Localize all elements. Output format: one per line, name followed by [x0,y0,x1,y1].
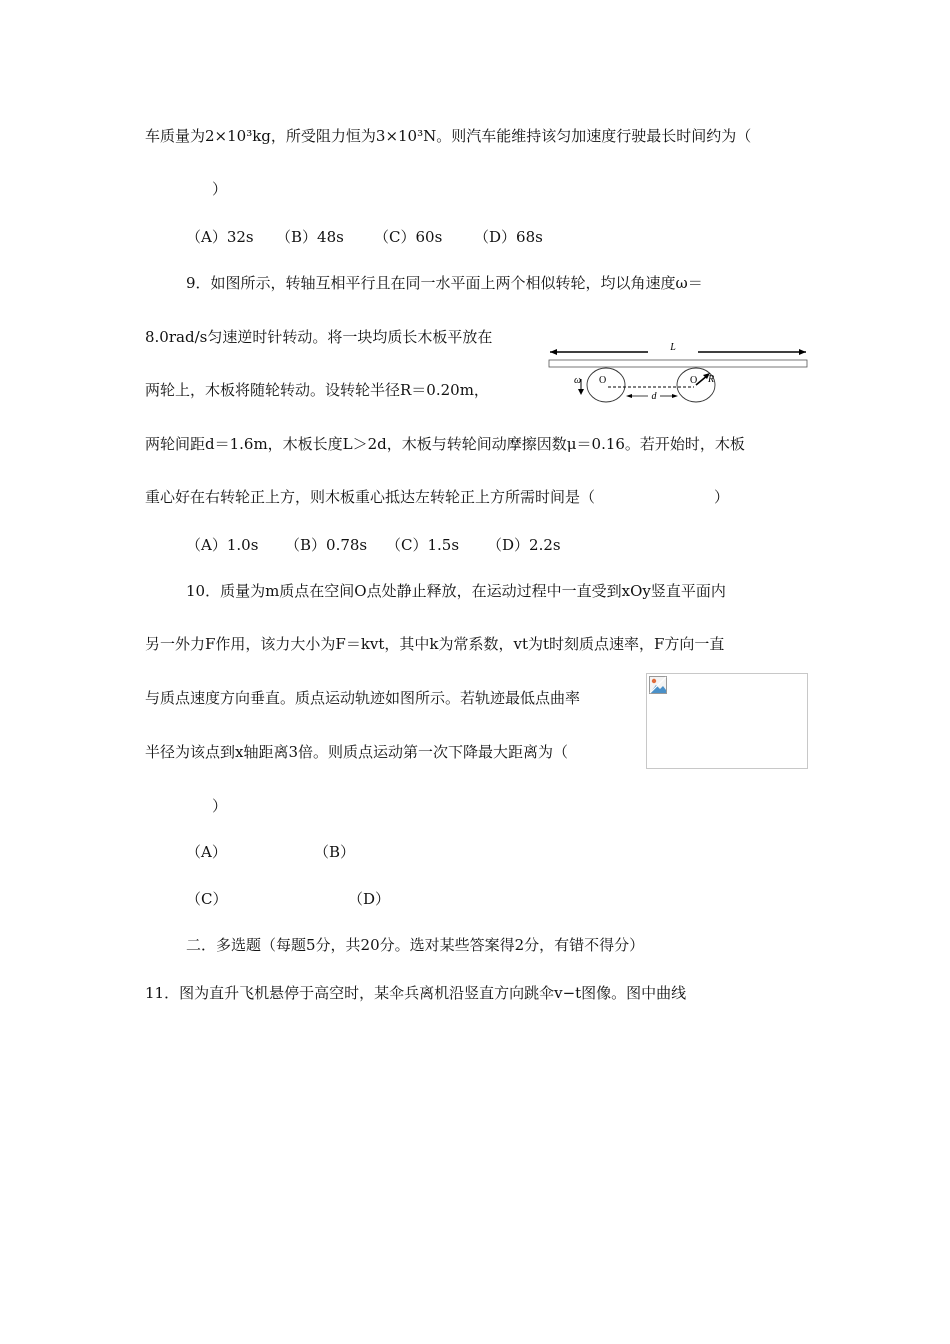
figure-label-d: d [651,391,657,402]
q10-image-placeholder [646,673,808,769]
q10-line1: 10．质量为m质点在空间O点处静止释放，在运动过程中一直受到xOy竖直平面内 [186,582,726,600]
q10-close-paren: ） [212,797,228,815]
q9-line3: 两轮上，木板将随轮转动。设转轮半径R＝0.20m， [145,381,489,399]
q10-option-a: （A） [186,843,227,861]
q9-options [186,535,561,555]
q10-line3: 与质点速度方向垂直。质点运动轨迹如图所示。若轨迹最低点曲率 [145,689,581,707]
figure-label-o1: O [599,375,607,386]
figure-label-r: R [708,374,715,385]
q8-close-paren: ） [212,180,228,198]
broken-image-icon [649,676,667,694]
q9-option-c: （C）1.5s [386,536,460,554]
q8-option-d: （D）68s [474,228,543,246]
q9-option-d: （D）2.2s [487,536,561,554]
q10-option-d: （D） [348,890,391,908]
q9-option-a: （A）1.0s [186,536,259,554]
q9-line2: 8.0rad/s匀速逆时针转动。将一块均质长木板平放在 [145,328,493,346]
q8-option-a: （A）32s [186,228,254,246]
figure-label-omega: ω [574,375,582,386]
q9-line4: 两轮间距d＝1.6m，木板长度L＞2d，木板与转轮间动摩擦因数μ＝0.16。若开始时，木板 [145,435,745,453]
q10-line2: 另一外力F作用，该力大小为F＝kvt，其中k为常系数，vt为t时刻质点速率，F方向一直 [145,635,725,653]
q9-figure-rollers [548,338,810,404]
q9-option-b: （B）0.78s [285,536,368,554]
q9-line5: 重心好在右转轮正上方，则木板重心抵达左转轮正上方所需时间是（ [145,488,596,506]
q8-option-b: （B）48s [276,228,344,246]
q8-line1: 车质量为2×10³kg，所受阻力恒为3×10³N。则汽车能维持该匀加速度行驶最长时间约为（ [145,127,752,145]
q10-option-b: （B） [314,843,356,861]
q10-line4: 半径为该点到x轴距离3倍。则质点运动第一次下降最大距离为（ [145,743,569,761]
q9-line1: 9．如图所示，转轴互相平行且在同一水平面上两个相似转轮，均以角速度ω＝ [186,274,703,292]
figure-label-L: L [670,342,676,353]
q11-line1: 11．图为直升飞机悬停于高空时，某伞兵离机沿竖直方向跳伞v−t图像。图中曲线 [145,984,687,1002]
q10-option-c: （C） [186,890,228,908]
q8-options [186,227,543,247]
q9-line5-close: ） [714,488,730,506]
section2-heading: 二．多选题（每题5分，共20分。选对某些答案得2分，有错不得分） [186,936,645,954]
figure-label-o2: O [690,375,698,386]
q8-option-c: （C）60s [374,228,443,246]
